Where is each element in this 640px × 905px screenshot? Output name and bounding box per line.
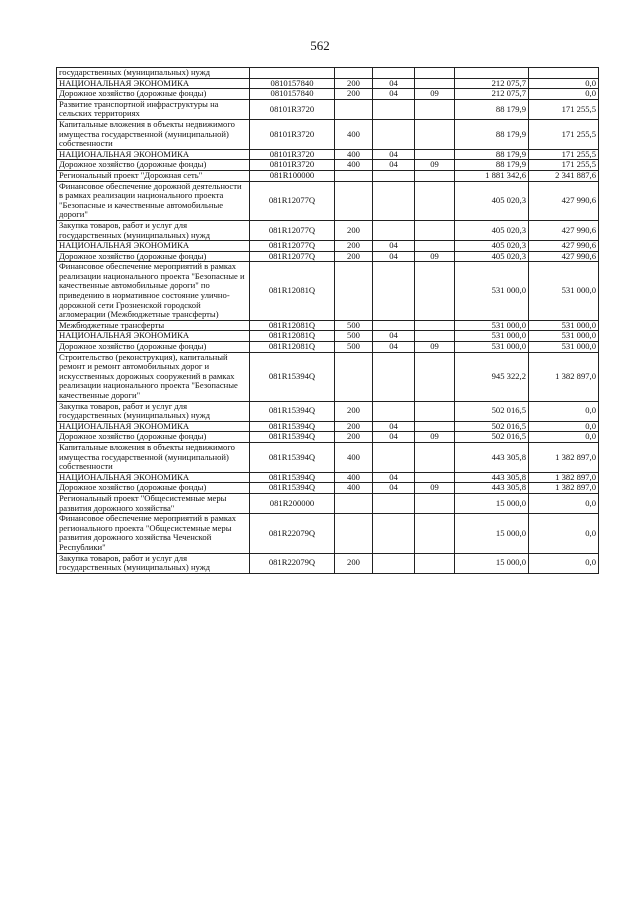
row-sum-year2: 531 000,0 [529, 331, 599, 342]
row-sum-year2: 427 990,6 [529, 181, 599, 220]
row-expense-type [335, 99, 373, 119]
row-expense-type: 200 [335, 241, 373, 252]
row-name: Закупка товаров, работ и услуг для государственных (муниципальных) нужд [57, 553, 250, 573]
row-subsection [415, 170, 455, 181]
table-row [57, 442, 599, 472]
row-section: 04 [373, 160, 415, 171]
table-row [57, 262, 599, 321]
row-sum-year2: 1 382 897,0 [529, 352, 599, 401]
row-subsection: 09 [415, 160, 455, 171]
row-name: Финансовое обеспечение мероприятий в рамках регионального проекта "Общесистемные меры развития дорожного хозяйства Чеченской Республики" [57, 514, 250, 553]
row-section: 04 [373, 421, 415, 432]
row-sum-year2: 427 990,6 [529, 241, 599, 252]
row-expense-type: 400 [335, 483, 373, 494]
row-subsection [415, 68, 455, 79]
row-subsection: 09 [415, 251, 455, 262]
row-expense-type: 200 [335, 432, 373, 443]
row-sum-year1: 531 000,0 [455, 331, 529, 342]
row-expense-type [335, 170, 373, 181]
row-sum-year1: 88 179,9 [455, 160, 529, 171]
row-expense-type: 400 [335, 119, 373, 149]
row-name: Закупка товаров, работ и услуг для государственных (муниципальных) нужд [57, 401, 250, 421]
row-code: 08101R3720 [250, 149, 335, 160]
row-sum-year2: 531 000,0 [529, 342, 599, 353]
table-row [57, 149, 599, 160]
row-code: 081R15394Q [250, 421, 335, 432]
row-subsection [415, 442, 455, 472]
row-code: 081R200000 [250, 493, 335, 513]
row-subsection: 09 [415, 89, 455, 100]
row-section [373, 401, 415, 421]
row-sum-year1: 88 179,9 [455, 149, 529, 160]
row-expense-type: 200 [335, 401, 373, 421]
row-name: Капитальные вложения в объекты недвижимого имущества государственной (муниципальной) собственности [57, 119, 250, 149]
row-code: 081R22079Q [250, 514, 335, 553]
row-subsection [415, 220, 455, 240]
row-section: 04 [373, 78, 415, 89]
row-section [373, 320, 415, 331]
row-subsection [415, 331, 455, 342]
row-section: 04 [373, 149, 415, 160]
row-sum-year2: 0,0 [529, 89, 599, 100]
row-sum-year2: 1 382 897,0 [529, 442, 599, 472]
row-name: Дорожное хозяйство (дорожные фонды) [57, 89, 250, 100]
row-code: 08101R3720 [250, 99, 335, 119]
table-row [57, 241, 599, 252]
row-section [373, 442, 415, 472]
row-expense-type: 500 [335, 342, 373, 353]
row-name: Межбюджетные трансферты [57, 320, 250, 331]
row-name: Дорожное хозяйство (дорожные фонды) [57, 251, 250, 262]
row-sum-year1: 443 305,8 [455, 442, 529, 472]
table-row [57, 352, 599, 401]
row-expense-type [335, 352, 373, 401]
row-code: 081R15394Q [250, 472, 335, 483]
row-expense-type [335, 493, 373, 513]
row-expense-type [335, 514, 373, 553]
table-row [57, 320, 599, 331]
row-section [373, 493, 415, 513]
row-name: НАЦИОНАЛЬНАЯ ЭКОНОМИКА [57, 472, 250, 483]
row-section: 04 [373, 331, 415, 342]
row-subsection [415, 119, 455, 149]
row-code: 081R15394Q [250, 432, 335, 443]
row-sum-year1: 88 179,9 [455, 119, 529, 149]
row-sum-year1 [455, 68, 529, 79]
row-sum-year1: 15 000,0 [455, 553, 529, 573]
row-name: государственных (муниципальных) нужд [57, 68, 250, 79]
row-sum-year1: 212 075,7 [455, 78, 529, 89]
row-name: НАЦИОНАЛЬНАЯ ЭКОНОМИКА [57, 421, 250, 432]
row-code: 081R12081Q [250, 331, 335, 342]
row-sum-year1: 88 179,9 [455, 99, 529, 119]
row-section: 04 [373, 342, 415, 353]
row-sum-year1: 945 322,2 [455, 352, 529, 401]
row-section [373, 170, 415, 181]
row-subsection [415, 181, 455, 220]
row-sum-year1: 502 016,5 [455, 401, 529, 421]
row-sum-year1: 443 305,8 [455, 483, 529, 494]
row-sum-year2: 171 255,5 [529, 149, 599, 160]
row-expense-type: 200 [335, 78, 373, 89]
row-sum-year2: 427 990,6 [529, 251, 599, 262]
table-row [57, 432, 599, 443]
row-code: 081R12081Q [250, 262, 335, 321]
row-section [373, 514, 415, 553]
table-row [57, 331, 599, 342]
row-sum-year1: 405 020,3 [455, 181, 529, 220]
row-sum-year1: 502 016,5 [455, 421, 529, 432]
row-subsection [415, 352, 455, 401]
table-row [57, 472, 599, 483]
row-subsection: 09 [415, 432, 455, 443]
row-subsection [415, 553, 455, 573]
row-code: 081R15394Q [250, 352, 335, 401]
row-section: 04 [373, 472, 415, 483]
row-subsection [415, 149, 455, 160]
table-row [57, 251, 599, 262]
row-code [250, 68, 335, 79]
row-name: Строительство (реконструкция), капитальный ремонт и ремонт автомобильных дорог и искусственных дорожных сооружений в рамках реализации национального проекта "Безопасные качественные дороги" [57, 352, 250, 401]
row-code: 0810157840 [250, 78, 335, 89]
table-row [57, 342, 599, 353]
row-sum-year1: 443 305,8 [455, 472, 529, 483]
row-name: Дорожное хозяйство (дорожные фонды) [57, 342, 250, 353]
row-sum-year2: 531 000,0 [529, 262, 599, 321]
row-sum-year2: 0,0 [529, 493, 599, 513]
row-section: 04 [373, 432, 415, 443]
row-sum-year2 [529, 68, 599, 79]
row-name: Закупка товаров, работ и услуг для государственных (муниципальных) нужд [57, 220, 250, 240]
row-subsection [415, 78, 455, 89]
row-section [373, 119, 415, 149]
row-code: 081R22079Q [250, 553, 335, 573]
row-section [373, 553, 415, 573]
row-code: 081R12081Q [250, 320, 335, 331]
row-code: 081R15394Q [250, 401, 335, 421]
row-code: 081R12077Q [250, 220, 335, 240]
row-sum-year2: 0,0 [529, 78, 599, 89]
row-code: 081R15394Q [250, 442, 335, 472]
row-sum-year2: 427 990,6 [529, 220, 599, 240]
row-section [373, 181, 415, 220]
row-expense-type: 200 [335, 251, 373, 262]
row-section: 04 [373, 251, 415, 262]
row-name: Дорожное хозяйство (дорожные фонды) [57, 483, 250, 494]
row-subsection [415, 320, 455, 331]
row-subsection [415, 262, 455, 321]
row-expense-type [335, 181, 373, 220]
row-sum-year1: 405 020,3 [455, 251, 529, 262]
row-sum-year2: 0,0 [529, 553, 599, 573]
row-subsection [415, 472, 455, 483]
row-subsection: 09 [415, 483, 455, 494]
table-row [57, 493, 599, 513]
row-subsection: 09 [415, 342, 455, 353]
row-subsection [415, 99, 455, 119]
row-name: Капитальные вложения в объекты недвижимого имущества государственной (муниципальной) собственности [57, 442, 250, 472]
row-section [373, 220, 415, 240]
row-code: 081R100000 [250, 170, 335, 181]
row-expense-type: 400 [335, 149, 373, 160]
row-expense-type [335, 68, 373, 79]
row-expense-type: 500 [335, 320, 373, 331]
row-subsection [415, 241, 455, 252]
table-row [57, 181, 599, 220]
row-sum-year1: 502 016,5 [455, 432, 529, 443]
table-row [57, 99, 599, 119]
row-name: Развитие транспортной инфраструктуры на сельских территориях [57, 99, 250, 119]
table-row [57, 119, 599, 149]
table-row [57, 514, 599, 553]
row-sum-year1: 531 000,0 [455, 342, 529, 353]
row-expense-type: 400 [335, 472, 373, 483]
row-code: 08101R3720 [250, 160, 335, 171]
row-sum-year1: 15 000,0 [455, 514, 529, 553]
row-name: Дорожное хозяйство (дорожные фонды) [57, 160, 250, 171]
row-sum-year1: 531 000,0 [455, 262, 529, 321]
row-name: Региональный проект "Общесистемные меры развития дорожного хозяйства" [57, 493, 250, 513]
row-subsection [415, 514, 455, 553]
table-row [57, 78, 599, 89]
row-code: 081R12077Q [250, 251, 335, 262]
page-number: 562 [310, 38, 330, 53]
row-section: 04 [373, 483, 415, 494]
row-sum-year1: 531 000,0 [455, 320, 529, 331]
table-row [57, 89, 599, 100]
table-row [57, 483, 599, 494]
row-sum-year2: 171 255,5 [529, 160, 599, 171]
row-expense-type: 200 [335, 421, 373, 432]
row-name: Региональный проект "Дорожная сеть" [57, 170, 250, 181]
row-expense-type: 400 [335, 160, 373, 171]
row-code: 081R12081Q [250, 342, 335, 353]
row-code: 0810157840 [250, 89, 335, 100]
row-subsection [415, 401, 455, 421]
row-sum-year2: 0,0 [529, 432, 599, 443]
row-expense-type [335, 262, 373, 321]
table-row [57, 401, 599, 421]
row-sum-year1: 15 000,0 [455, 493, 529, 513]
row-name: Дорожное хозяйство (дорожные фонды) [57, 432, 250, 443]
row-expense-type: 200 [335, 220, 373, 240]
row-sum-year2: 1 382 897,0 [529, 472, 599, 483]
row-name: НАЦИОНАЛЬНАЯ ЭКОНОМИКА [57, 241, 250, 252]
row-sum-year1: 405 020,3 [455, 241, 529, 252]
row-sum-year2: 171 255,5 [529, 99, 599, 119]
row-code: 081R15394Q [250, 483, 335, 494]
row-sum-year1: 212 075,7 [455, 89, 529, 100]
row-section [373, 99, 415, 119]
row-name: Финансовое обеспечение мероприятий в рамках реализации национального проекта "Безопасные и качественные автомобильные дороги" по приведению в нормативное состояние улично-дорожной сети Грозненской городской агломерации (Межбюджетные трансферты) [57, 262, 250, 321]
row-code: 08101R3720 [250, 119, 335, 149]
row-name: НАЦИОНАЛЬНАЯ ЭКОНОМИКА [57, 149, 250, 160]
row-expense-type: 400 [335, 442, 373, 472]
row-section [373, 262, 415, 321]
row-sum-year2: 171 255,5 [529, 119, 599, 149]
row-name: Финансовое обеспечение дорожной деятельности в рамках реализации национального проекта "Безопасные и качественные автомобильные дороги" [57, 181, 250, 220]
row-section: 04 [373, 89, 415, 100]
row-sum-year2: 531 000,0 [529, 320, 599, 331]
row-name: НАЦИОНАЛЬНАЯ ЭКОНОМИКА [57, 331, 250, 342]
table-row [57, 421, 599, 432]
table-row [57, 68, 599, 79]
row-sum-year1: 405 020,3 [455, 220, 529, 240]
row-code: 081R12077Q [250, 241, 335, 252]
table-row [57, 160, 599, 171]
row-code: 081R12077Q [250, 181, 335, 220]
row-expense-type: 200 [335, 553, 373, 573]
row-subsection [415, 493, 455, 513]
row-sum-year2: 2 341 887,6 [529, 170, 599, 181]
row-sum-year2: 0,0 [529, 401, 599, 421]
table-row [57, 220, 599, 240]
row-sum-year2: 0,0 [529, 421, 599, 432]
budget-table [56, 67, 599, 574]
row-sum-year2: 0,0 [529, 514, 599, 553]
row-sum-year2: 1 382 897,0 [529, 483, 599, 494]
row-expense-type: 500 [335, 331, 373, 342]
table-row [57, 170, 599, 181]
row-section [373, 352, 415, 401]
row-section: 04 [373, 241, 415, 252]
row-section [373, 68, 415, 79]
row-subsection [415, 421, 455, 432]
row-expense-type: 200 [335, 89, 373, 100]
row-sum-year1: 1 881 342,6 [455, 170, 529, 181]
row-name: НАЦИОНАЛЬНАЯ ЭКОНОМИКА [57, 78, 250, 89]
table-row [57, 553, 599, 573]
